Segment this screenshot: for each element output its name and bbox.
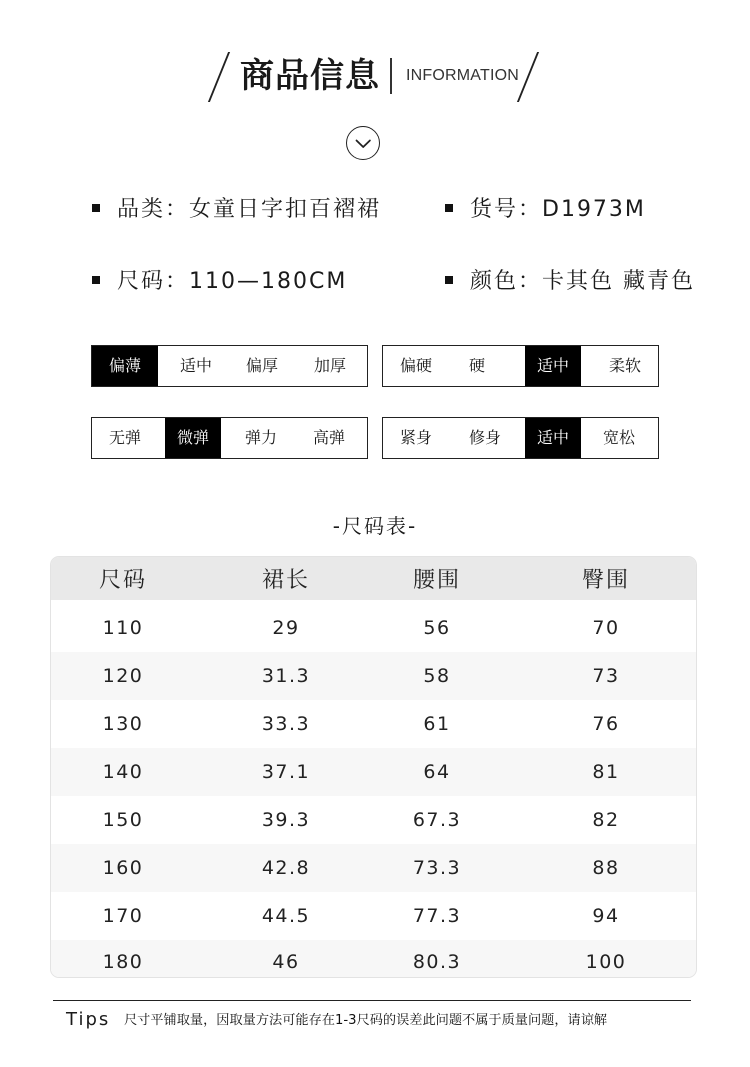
table-row	[51, 892, 696, 940]
attr-thickness	[91, 345, 368, 387]
table-cell: 88	[592, 857, 620, 879]
title-separator	[390, 58, 392, 94]
table-cell: 120	[102, 665, 144, 687]
table-cell: 180	[102, 951, 144, 973]
tips-label: Tips	[66, 1009, 111, 1030]
attr-option: 高弹	[312, 428, 345, 447]
table-header-cell: 尺码	[98, 568, 147, 593]
tips-text: 尺寸平铺取量，因取量方法可能存在1-3尺码的误差此问题不属于质量问题，请谅解	[124, 1013, 608, 1028]
table-cell: 31.3	[261, 665, 311, 687]
table-cell: 67.3	[412, 809, 462, 831]
table-cell: 44.5	[261, 905, 311, 927]
bullet-icon	[445, 276, 453, 284]
attr-option: 偏硬	[399, 356, 432, 375]
attr-option: 无弹	[108, 428, 141, 447]
info-size: 尺码：110—180CM	[92, 266, 347, 298]
table-cell: 39.3	[261, 809, 311, 831]
table-cell: 100	[585, 951, 627, 973]
table-header-cell: 腰围	[412, 568, 461, 593]
right-slash-divider	[517, 52, 539, 102]
info-item-no: 货号：D1973M	[445, 194, 646, 226]
table-cell: 37.1	[261, 761, 311, 783]
table-cell: 150	[102, 809, 144, 831]
table-cell: 130	[102, 713, 144, 735]
attr-option: 加厚	[313, 356, 346, 375]
table-cell: 29	[272, 617, 300, 639]
attr-option: 偏厚	[245, 356, 278, 375]
table-cell: 42.8	[261, 857, 311, 879]
attr-option: 柔软	[608, 356, 641, 375]
attr-elasticity	[91, 417, 368, 459]
attr-option: 宽松	[602, 428, 635, 447]
info-category: 品类：女童日字扣百褶裙	[92, 194, 381, 226]
attr-option-selected: 适中	[525, 346, 581, 386]
table-cell: 61	[423, 713, 451, 735]
attr-option-selected: 偏薄	[92, 346, 158, 386]
table-header	[51, 557, 696, 600]
attr-option: 适中	[179, 356, 212, 375]
attr-option-selected: 适中	[525, 418, 581, 458]
size-table-title: -尺码表-	[332, 514, 418, 538]
left-slash-divider	[208, 52, 230, 102]
page-title: 商品信息	[240, 56, 380, 96]
chevron-down-icon	[346, 126, 380, 160]
table-cell: 170	[102, 905, 144, 927]
table-cell: 76	[592, 713, 620, 735]
table-row	[51, 748, 696, 796]
table-header-cell: 裙长	[261, 568, 310, 593]
table-cell: 58	[423, 665, 451, 687]
tips-divider	[53, 1000, 691, 1001]
table-cell: 64	[423, 761, 451, 783]
table-cell: 140	[102, 761, 144, 783]
table-cell: 73	[592, 665, 620, 687]
page-subtitle: INFORMATION	[406, 67, 520, 84]
table-cell: 56	[423, 617, 451, 639]
table-cell: 73.3	[412, 857, 462, 879]
bullet-icon	[92, 276, 100, 284]
attr-option-selected: 微弹	[165, 418, 221, 458]
table-cell: 160	[102, 857, 144, 879]
table-row	[51, 844, 696, 892]
table-cell: 82	[592, 809, 620, 831]
size-table	[50, 556, 697, 978]
bullet-icon	[445, 204, 453, 212]
table-cell: 33.3	[261, 713, 311, 735]
attr-softness	[382, 345, 659, 387]
attr-option: 弹力	[244, 428, 277, 447]
table-cell: 70	[592, 617, 620, 639]
table-cell: 77.3	[412, 905, 462, 927]
attr-option: 紧身	[399, 428, 432, 447]
table-row	[51, 940, 696, 978]
table-header-cell: 臀围	[581, 568, 630, 593]
table-cell: 80.3	[412, 951, 462, 973]
table-cell: 46	[272, 951, 300, 973]
attr-option: 硬	[468, 356, 485, 375]
table-cell: 94	[592, 905, 620, 927]
table-cell: 110	[102, 617, 144, 639]
table-row	[51, 604, 696, 652]
attr-option: 修身	[468, 428, 501, 447]
table-cell: 81	[592, 761, 620, 783]
table-row	[51, 796, 696, 844]
table-row	[51, 652, 696, 700]
attr-fit	[382, 417, 659, 459]
table-row	[51, 700, 696, 748]
info-color: 颜色：卡其色 藏青色	[445, 266, 695, 298]
bullet-icon	[92, 204, 100, 212]
